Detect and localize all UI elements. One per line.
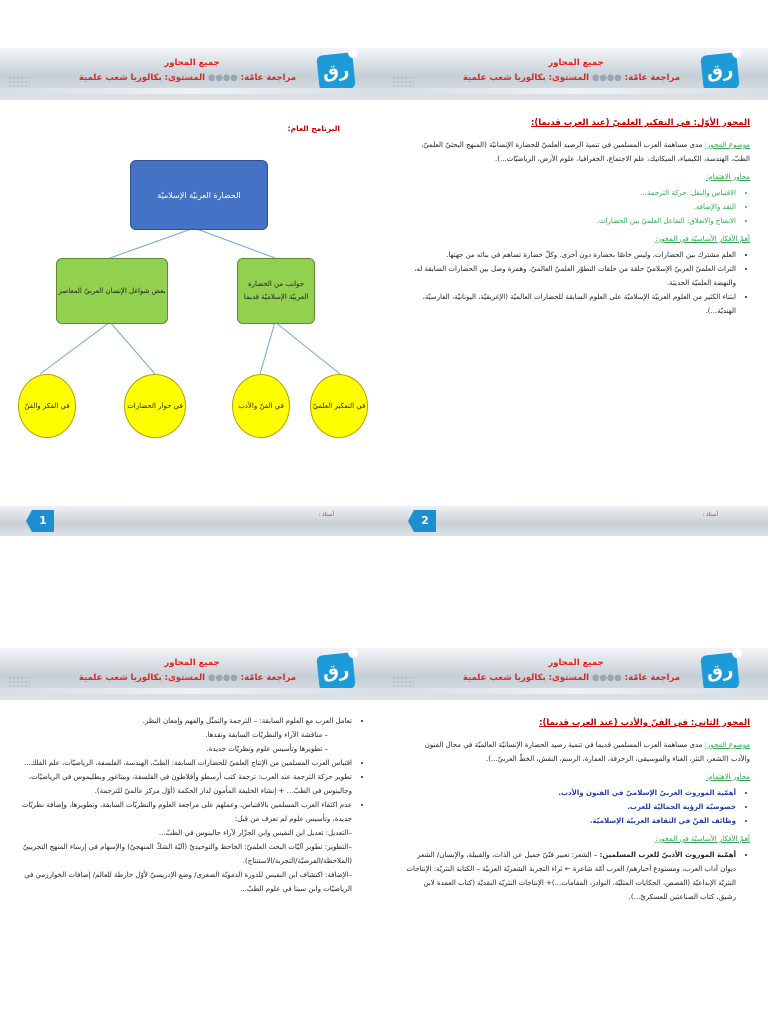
- logo-icon: رق: [316, 52, 356, 92]
- level-label: المستوى: بكالوريا شعب علمية: [78, 673, 206, 683]
- header-band: [384, 688, 768, 694]
- header-title: جميع المحاور: [548, 658, 604, 668]
- list-item: • الاقتباس والنقل: حركة الترجمة...: [404, 186, 736, 200]
- review-label: مراجعة عامّة:: [240, 673, 296, 683]
- list-item: • العلم مشترك بين الحضارات، وليس خاصّا بحضارة دون أخرى. وكلّ حضارة تساهم في بنائه من جهتها.: [404, 248, 736, 262]
- header-title: جميع المحاور: [164, 658, 220, 668]
- topic-paragraph: [404, 138, 750, 166]
- connector: [40, 322, 110, 374]
- page-1: [0, 0, 384, 527]
- leaf-node: في التفكير العلميّ: [310, 374, 368, 438]
- page-header: [384, 48, 768, 100]
- review-label: مراجعة عامّة:: [624, 73, 680, 83]
- item-text: تطوير حركة الترجمة عند العرب: ترجمة كتب أرسطو وأفلاطون في الفلسفة، وبيتاغور وبطليموس في الرياضيّات، وجالينوس في الطبّ... + إنشاء الخليفة المأمون لدار الحكمة (أوّل مركز عالميّ للترجمة).: [28, 773, 352, 795]
- header-level: [463, 73, 680, 83]
- list-item: • التراث العلميّ العربيّ الإسلاميّ حلقة من حلقات التطوّر العلميّ العالميّ، وهمزة وصل بين الحضارات السابقة له، والنهضة العلميّة الحديثة.: [404, 262, 736, 290]
- ideas-title: أهمّ الأفكار الأساسيّة في المحور:: [655, 235, 750, 243]
- connector: [275, 322, 340, 374]
- level-label: المستوى: بكالوريا شعب علمية: [462, 73, 590, 83]
- connector: [110, 322, 155, 374]
- branch-node-left: بعض شواغل الإنسان العربيّ المعاصر: [56, 258, 168, 324]
- ideas-list: [404, 848, 750, 904]
- teacher-label: أستاذ :: [318, 512, 334, 518]
- branch-node-right: جوانب من الحضارة العربيّة الإسلاميّة قديما: [237, 258, 315, 324]
- item-text: تعامل العرب مع العلوم السابقة: – الترجمة والتمثّل والفهم وإمعان النظر.: [142, 717, 352, 725]
- page-number: 2: [414, 510, 436, 532]
- logo-icon: رق: [316, 652, 356, 692]
- header-level: [79, 673, 296, 683]
- program-title: البرنامج العام:: [287, 124, 340, 133]
- logo-icon: رق: [700, 52, 740, 92]
- page-number: 1: [32, 510, 54, 532]
- topic-label: موضوع المحور:: [704, 141, 750, 149]
- header-separator: ●●●●: [208, 673, 238, 683]
- list-item: • وظائف الفنّ في الثقافة العربيّة الإسلاميّة.: [404, 814, 736, 828]
- page-4: [384, 600, 768, 1024]
- header-band: [0, 688, 384, 694]
- teacher-label: أستاذ :: [702, 512, 718, 518]
- page-content: [404, 716, 750, 904]
- level-label: المستوى: بكالوريا شعب علمية: [462, 673, 590, 683]
- idea-text: – الشعر: تعبير فنّيّ جميل عن الذات، والقبيلة، والإنسان/ الشعر ديوان آداب العرب، ومستودع أخبارهم/ العرب أمّة شاعرة ← ثراء التجربة الشعريّة العربيّة – الكتابة النثريّة: الإنتاجات النثريّة الإبداعيّة (القصص، الحكايات المثليّة، النوادر، المقامات...)+ الإنتاجات النثريّة النقديّة (كتاب العمدة لابن رشيق، كتاب الصناعتين للعسكريّ...).: [406, 851, 736, 901]
- items-list: [20, 714, 366, 896]
- list-item: [20, 756, 352, 770]
- sub-item: –الإضافة: اكتشاف ابن النفيس للدورة الدمويّة الصغرى/ وضع الإدريسيّ لأوّل خارطة للعالم/ إضافات الخوارزمي في الرياضيّات وابن سينا في علوم الطبّ...: [24, 871, 352, 893]
- connector: [194, 228, 275, 258]
- list-item: [404, 848, 736, 904]
- level-label: المستوى: بكالوريا شعب علمية: [78, 73, 206, 83]
- list-item: • الانفتاح والانغلاق: التفاعل العلميّ بين الحضارات.: [404, 214, 736, 228]
- topic-label: موضوع المحور:: [704, 741, 750, 749]
- connector: [260, 322, 275, 374]
- topic-text: مدى مساهمة العرب المسلمين في تنمية الرصيد العلميّ للحضارة الإنسانيّة (المنهج البحثيّ العلميّ، الطبّ، الهندسة، الكيمياء، الميكانيك، علم الاجتماع، الجغرافيا، علوم الأرض، الرياضيّات...).: [421, 141, 750, 163]
- sub-item: –التعديل: تعديل ابن النفيس وابن الجزّار لآراء جالينوس في الطبّ...: [158, 829, 352, 837]
- page-content: [404, 116, 750, 318]
- ideas-list: [404, 248, 750, 318]
- page-footer: [0, 506, 384, 536]
- header-separator: ●●●●: [592, 673, 622, 683]
- list-item: • خصوصيّة الرؤية الجماليّة للعرب.: [404, 800, 736, 814]
- page-3: [0, 600, 384, 1024]
- ideas-title: أهمّ الأفكار الأساسيّة في المحور:: [655, 835, 750, 843]
- axis-title: المحور الأوّل: في التفكير العلميّ (عند العرب قديما):: [530, 118, 750, 128]
- leaf-node: في حوار الحضارات: [124, 374, 186, 438]
- header-title: جميع المحاور: [548, 58, 604, 68]
- page-content: [20, 714, 366, 896]
- logo-icon: رق: [700, 652, 740, 692]
- review-label: مراجعة عامّة:: [240, 73, 296, 83]
- interests-list: [404, 186, 750, 228]
- header-separator: ●●●●: [208, 73, 238, 83]
- axis-title: المحور الثاني: في الفنّ والأدب (عند العرب قديما):: [539, 718, 750, 728]
- page-header: [384, 648, 768, 700]
- list-item: • أهمّية الموروث العربيّ الإسلاميّ في الفنون والأدب.: [404, 786, 736, 800]
- page-header: [0, 648, 384, 700]
- header-band: [384, 88, 768, 94]
- header-separator: ●●●●: [592, 73, 622, 83]
- list-item: [20, 714, 352, 756]
- header-level: [463, 673, 680, 683]
- page-footer: [384, 506, 768, 536]
- review-label: مراجعة عامّة:: [624, 673, 680, 683]
- connector: [110, 228, 194, 258]
- interests-title: محاور الاهتمام:: [706, 773, 750, 781]
- topic-text: مدى مساهمة العرب المسلمين قديما في تنمية رصيد الحضارة الإنسانيّة العالميّة في مجال الفنون والأدب (الشعر، النثر، الغناء والموسيقى، الزخرفة، العمارة، الرسم، النقش، الخطّ العربيّ...).: [424, 741, 750, 763]
- interests-list: [404, 786, 750, 828]
- list-item: • ابتناء الكثير من العلوم العربيّة الإسلاميّة على العلوم السابقة للحضارات العالميّة (الإغريقيّة، اليونانيّة، الفارسيّة، الهنديّة...).: [404, 290, 736, 318]
- topic-paragraph: [404, 738, 750, 766]
- interests-title: محاور الاهتمام:: [706, 173, 750, 181]
- page-2: [384, 0, 768, 527]
- item-text: اقتباس العرب المسلمين من الإنتاج العلميّ للحضارات السابقة: الطبّ، الهندسة، الفلسفة، الرياضيّات، علم الفلك...: [23, 759, 352, 767]
- sub-item: – تطويرها وتأسيس علوم ونظريّات جديدة.: [206, 745, 328, 753]
- sub-item: – مناقشة الآراء والنظريّات السابقة ونقدها.: [205, 731, 328, 739]
- item-text: عدم اكتفاء العرب المسلمين بالاقتباس، وعملهم على مراجعة العلوم والنظريّات السابقة، وتطويرها، وإضافة نظريّات جديدة، وتأسيس علوم لم تعرف من قبل:: [21, 801, 352, 823]
- list-item: [20, 798, 352, 896]
- list-item: [20, 770, 352, 798]
- leaf-node: في الفنّ والأدب: [232, 374, 290, 438]
- leaf-node: في الفكر والفنّ: [18, 374, 76, 438]
- list-item: • النقد والإضافة.: [404, 200, 736, 214]
- idea-lead: أهمّية الموروث الأدبيّ للعرب المسلمين:: [599, 851, 736, 859]
- header-title: جميع المحاور: [164, 58, 220, 68]
- sub-item: –التطوير: تطوير آليّات البحث العلميّ: الجاحظ والتوحيديّ (آليّة الشكّ المنهجيّ) والإسهام في إرساء المنهج التجريبيّ (الملاحظة/الفرضيّة/التجربة/الاستنتاج).: [22, 843, 352, 865]
- root-node: الحضارة العربيّة الإسلاميّة: [130, 160, 268, 230]
